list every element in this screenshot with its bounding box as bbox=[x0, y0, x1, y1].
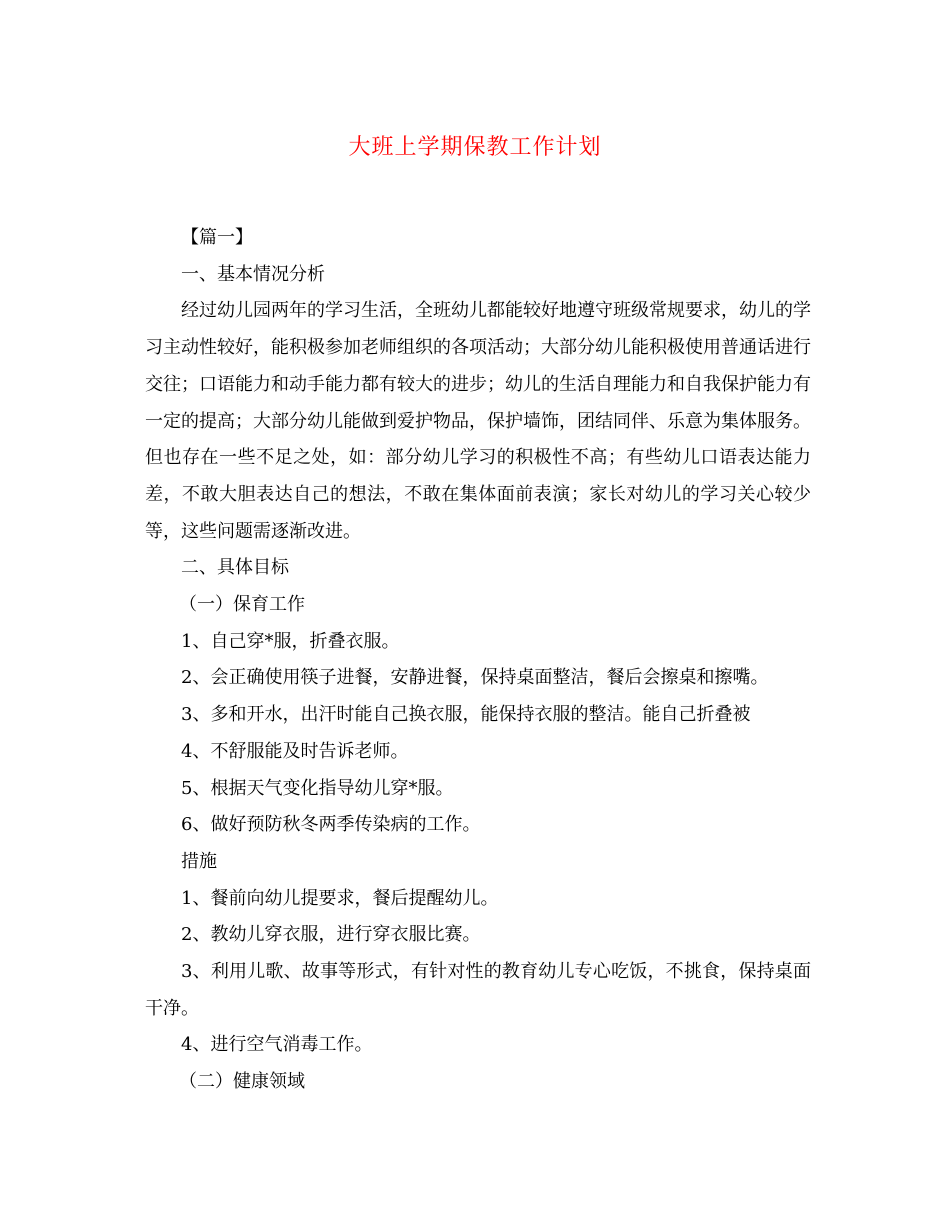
goal-item: 1、自己穿*服，折叠衣服。 bbox=[181, 630, 400, 652]
measure-item: 2、教幼儿穿衣服，进行穿衣服比赛。 bbox=[181, 924, 481, 946]
subheading-health: （二）健康领域 bbox=[179, 1071, 305, 1093]
section-marker: 【篇一】 bbox=[181, 227, 253, 248]
goal-item: 3、多和开水，出汗时能自己换衣服，能保持衣服的整洁。能自己折叠被 bbox=[181, 704, 751, 726]
measure-item: 3、利用儿歌、故事等形式，有针对性的教育幼儿专心吃饭，不挑食，保持桌面干净。 bbox=[145, 961, 811, 1019]
goal-item: 4、不舒服能及时告诉老师。 bbox=[181, 740, 409, 762]
subheading-care-work: （一）保育工作 bbox=[179, 594, 305, 616]
measures-heading: 措施 bbox=[181, 850, 217, 872]
document-body bbox=[145, 220, 811, 1101]
heading-basic-analysis: 一、基本情况分析 bbox=[181, 263, 325, 285]
goal-item: 2、会正确使用筷子进餐，安静进餐，保持桌面整洁，餐后会擦桌和擦嘴。 bbox=[181, 667, 769, 689]
measure-item: 4、进行空气消毒工作。 bbox=[181, 1034, 373, 1056]
goal-item: 5、根据天气变化指导幼儿穿*服。 bbox=[181, 777, 454, 799]
document-title: 大班上学期保教工作计划 bbox=[348, 135, 602, 160]
measure-item: 1、餐前向幼儿提要求，餐后提醒幼儿。 bbox=[181, 887, 499, 909]
heading-specific-goals: 二、具体目标 bbox=[181, 557, 289, 579]
goal-item: 6、做好预防秋冬两季传染病的工作。 bbox=[181, 814, 481, 836]
paragraph-analysis: 经过幼儿园两年的学习生活，全班幼儿都能较好地遵守班级常规要求，幼儿的学习主动性较好，能积极参加老师组织的各项活动；大部分幼儿能积极使用普通话进行交往；口语能力和动手能力都有较大的进步；幼儿的生活自理能力和自我保护能力有一定的提高；大部分幼儿能做到爱护物品，保护墙饰，团结同伴、乐意为集体服务。但也存在一些不足之处，如：部分幼儿学习的积极性不高；有些幼儿口语表达能力差，不敢大胆表达自己的想法，不敢在集体面前表演；家长对幼儿的学习关心较少等，这些问题需逐渐改进。 bbox=[145, 300, 811, 542]
